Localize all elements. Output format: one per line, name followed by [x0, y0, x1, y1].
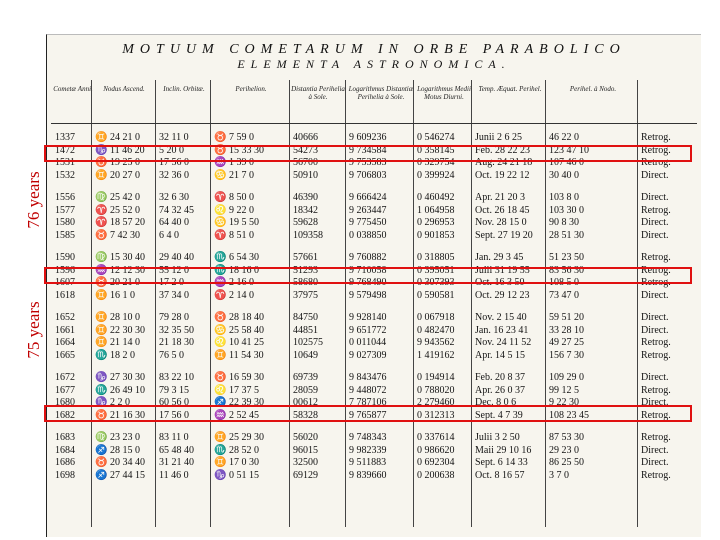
- cell-perihelion-from-node: 99 12 5: [549, 384, 579, 396]
- cell-time: Nov. 28 15 0: [475, 217, 527, 228]
- cell-log-motion: 0 358145: [417, 144, 455, 156]
- cell-direction: Retrog.: [641, 409, 671, 421]
- cell-inclination: 17 56 0: [159, 409, 189, 421]
- cell-distance: 58328: [293, 409, 318, 421]
- cell-log-distance: 9 753583: [349, 157, 387, 168]
- cell-log-distance: 9 706803: [349, 169, 387, 181]
- cell-direction: Retrog.: [641, 469, 671, 481]
- header-node: Nodus Ascend.: [103, 85, 145, 93]
- header-distance: Distantia Perihelia à Sole.: [291, 85, 345, 101]
- cell-perihelion-from-node: 49 27 25: [549, 337, 584, 348]
- cell-log-distance: 9 839660: [349, 469, 387, 481]
- cell-log-distance: 9 710058: [349, 264, 387, 276]
- cell-log-distance: 0 038850: [349, 229, 387, 241]
- cell-year: 1590: [55, 252, 75, 263]
- header-time: Temp. Æquat. Perihel.: [478, 85, 542, 93]
- cell-time: Oct. 8 16 57: [475, 469, 525, 481]
- cell-year: 1577: [55, 204, 75, 216]
- cell-distance: 56020: [293, 432, 318, 443]
- cell-inclination: 11 46 0: [159, 469, 189, 481]
- table-row: [51, 132, 697, 144]
- cell-perihelion-from-node: 86 25 50: [549, 457, 584, 468]
- cell-direction: Retrog.: [641, 252, 671, 263]
- cell-perihelion-from-node: 156 7 30: [549, 349, 584, 361]
- cell-perihelion: ♌ 17 37 5: [214, 384, 259, 396]
- cell-log-motion: 0 482470: [417, 324, 455, 336]
- cell-node: ♐ 28 15 0: [95, 444, 140, 456]
- table-row: [51, 205, 697, 217]
- cell-time: Maii 29 10 16: [475, 444, 532, 456]
- cell-time: Apr. 14 5 15: [475, 349, 525, 361]
- cell-year: 1532: [55, 169, 75, 181]
- cell-log-motion: 0 395051: [417, 264, 455, 276]
- cell-distance: 00612: [293, 397, 318, 408]
- cell-distance: 102575: [293, 337, 323, 348]
- cell-inclination: 17 56 0: [159, 157, 189, 168]
- cell-distance: 46390: [293, 192, 318, 203]
- cell-distance: 59628: [293, 217, 318, 228]
- cell-year: 1665: [55, 349, 75, 361]
- cell-perihelion-from-node: 51 23 50: [549, 252, 584, 263]
- cell-perihelion: ♌ 9 22 0: [214, 204, 254, 216]
- cell-perihelion-from-node: 46 22 0: [549, 132, 579, 143]
- cell-perihelion-from-node: 83 56 30: [549, 264, 584, 276]
- cell-distance: 58680: [293, 277, 318, 288]
- cell-time: Aug. 24 21 18: [475, 157, 533, 168]
- cell-log-distance: 9 609236: [349, 132, 387, 143]
- cell-inclination: 79 28 0: [159, 312, 189, 323]
- cell-log-distance: 9 734584: [349, 144, 387, 156]
- cell-log-distance: 9 768490: [349, 277, 387, 288]
- cell-perihelion: ♉ 15 33 30: [214, 144, 264, 156]
- highlight-box-1607: [44, 264, 692, 284]
- cell-inclination: 21 18 30: [159, 337, 194, 348]
- cell-direction: Retrog.: [641, 337, 671, 348]
- cell-perihelion-from-node: 123 47 10: [549, 144, 589, 156]
- table-row: [51, 385, 697, 397]
- cell-log-distance: 9 928140: [349, 312, 387, 323]
- cell-year: 1664: [55, 337, 75, 348]
- cell-distance: 18342: [293, 204, 318, 216]
- cell-log-motion: 0 296953: [417, 217, 455, 228]
- table-row: [51, 217, 697, 229]
- cell-node: ♊ 16 1 0: [95, 289, 135, 301]
- cell-log-motion: 0 590581: [417, 289, 455, 301]
- cell-log-distance: 7 787106: [349, 397, 387, 408]
- cell-year: 1531: [55, 157, 75, 168]
- cell-time: Nov. 24 11 52: [475, 337, 532, 348]
- cell-perihelion-from-node: 3 7 0: [549, 469, 569, 481]
- cell-node: ♊ 22 30 30: [95, 324, 145, 336]
- cell-node: ♒ 12 12 30: [95, 264, 145, 276]
- cell-year: 1472: [55, 144, 75, 156]
- cell-node: ♈ 18 57 20: [95, 217, 145, 228]
- cell-time: Junii 2 6 25: [475, 132, 522, 143]
- cell-log-distance: 9 775450: [349, 217, 387, 228]
- cell-node: ♉ 20 21 0: [95, 277, 140, 288]
- cell-inclination: 74 32 45: [159, 204, 194, 216]
- cell-year: 1596: [55, 264, 75, 276]
- cell-perihelion: ♉ 7 59 0: [214, 132, 254, 143]
- cell-perihelion-from-node: 30 40 0: [549, 169, 579, 181]
- cell-log-motion: 0 307393: [417, 277, 455, 288]
- cell-time: Feb. 20 8 37: [475, 372, 525, 383]
- cell-log-distance: 0 011044: [349, 337, 387, 348]
- cell-direction: Direct.: [641, 289, 669, 301]
- cell-direction: Retrog.: [641, 432, 671, 443]
- cell-time: Feb. 28 22 23: [475, 144, 530, 156]
- cell-time: Julii 31 19 55: [475, 264, 530, 276]
- cell-distance: 54273: [293, 144, 318, 156]
- table-row: [51, 470, 697, 482]
- cell-node: ♑ 2 2 0: [95, 397, 130, 408]
- cell-direction: Retrog.: [641, 277, 671, 288]
- cell-direction: Retrog.: [641, 157, 671, 168]
- highlight-box-1531: [44, 145, 692, 162]
- cell-direction: Retrog.: [641, 132, 671, 143]
- cell-year: 1683: [55, 432, 75, 443]
- cell-node: ♊ 24 21 0: [95, 132, 140, 143]
- cell-perihelion: ♌ 10 41 25: [214, 337, 264, 348]
- cell-perihelion: ♋ 19 5 50: [214, 217, 259, 228]
- cell-log-motion: 2 279460: [417, 397, 455, 408]
- cell-year: 1556: [55, 192, 75, 203]
- cell-perihelion: ♐ 22 39 30: [214, 397, 264, 408]
- cell-perihelion-from-node: 90 8 30: [549, 217, 579, 228]
- cell-log-distance: 9 666424: [349, 192, 387, 203]
- cell-log-distance: 9 651772: [349, 324, 387, 336]
- cell-node: ♊ 28 10 0: [95, 312, 140, 323]
- cell-log-distance: 9 027309: [349, 349, 387, 361]
- cell-perihelion-from-node: 73 47 0: [549, 289, 579, 301]
- cell-time: Apr. 21 20 3: [475, 192, 525, 203]
- cell-year: 1682: [55, 409, 75, 421]
- cell-distance: 32500: [293, 457, 318, 468]
- cell-log-distance: 9 760882: [349, 252, 387, 263]
- cell-direction: Direct.: [641, 397, 669, 408]
- cell-node: ♑ 11 46 20: [95, 144, 145, 156]
- table-row: [51, 337, 697, 349]
- cell-distance: 50910: [293, 169, 318, 181]
- cell-direction: Retrog.: [641, 384, 671, 396]
- cell-year: 1677: [55, 384, 75, 396]
- table-row: [51, 290, 697, 302]
- cell-perihelion: ♋ 25 58 40: [214, 324, 264, 336]
- cell-perihelion-from-node: 87 53 30: [549, 432, 584, 443]
- cell-node: ♏ 26 49 10: [95, 384, 145, 396]
- cell-perihelion-from-node: 28 51 30: [549, 229, 584, 241]
- cell-node: ♉ 19 25 0: [95, 157, 140, 168]
- cell-inclination: 83 22 10: [159, 372, 194, 383]
- cell-log-motion: 0 901853: [417, 229, 455, 241]
- cell-node: ♊ 20 27 0: [95, 169, 140, 181]
- highlight-box-1682: [44, 405, 692, 422]
- table-row: [51, 325, 697, 337]
- cell-distance: 28059: [293, 384, 318, 396]
- cell-direction: Direct.: [641, 169, 669, 181]
- cell-inclination: 32 6 30: [159, 192, 189, 203]
- cell-inclination: 76 5 0: [159, 349, 184, 361]
- cell-perihelion-from-node: 29 23 0: [549, 444, 579, 456]
- cell-log-motion: 1 419162: [417, 349, 455, 361]
- cell-direction: Retrog.: [641, 204, 671, 216]
- cell-log-distance: 9 982339: [349, 444, 387, 456]
- cell-perihelion: ♋ 21 7 0: [214, 169, 254, 181]
- cell-inclination: 55 12 0: [159, 264, 189, 276]
- cell-inclination: 83 11 0: [159, 432, 189, 443]
- cell-log-motion: 0 399924: [417, 169, 455, 181]
- cell-inclination: 37 34 0: [159, 289, 189, 301]
- table-row: [51, 252, 697, 264]
- cell-node: ♏ 18 2 0: [95, 349, 135, 361]
- cell-log-motion: 0 788020: [417, 384, 455, 396]
- cell-time: Nov. 2 15 40: [475, 312, 527, 323]
- cell-perihelion: ♊ 11 54 30: [214, 349, 264, 361]
- table-row: [51, 170, 697, 182]
- cell-log-motion: 1 064958: [417, 204, 455, 216]
- cell-perihelion: ♒ 2 52 45: [214, 409, 259, 421]
- header-inclination: Inclin. Orbitæ.: [163, 85, 205, 93]
- cell-direction: Direct.: [641, 444, 669, 456]
- cell-node: ♉ 21 16 30: [95, 409, 145, 421]
- cell-perihelion: ♒ 2 16 0: [214, 277, 254, 288]
- cell-perihelion-from-node: 108 5 0: [549, 277, 579, 288]
- cell-log-distance: 9 765877: [349, 409, 387, 421]
- cell-distance: 109358: [293, 229, 323, 241]
- cell-direction: Retrog.: [641, 349, 671, 361]
- cell-time: Sept. 27 19 20: [475, 229, 533, 241]
- page-subtitle: ELEMENTA ASTRONOMICA.: [237, 57, 511, 71]
- cell-perihelion-from-node: 108 23 45: [549, 409, 589, 421]
- header-perihelion: Perihelion.: [235, 85, 267, 93]
- cell-year: 1672: [55, 372, 75, 383]
- cell-perihelion: ♉ 28 18 40: [214, 312, 264, 323]
- cell-log-motion: 0 200638: [417, 469, 455, 481]
- cell-direction: Direct.: [641, 312, 669, 323]
- cell-perihelion-from-node: 9 22 30: [549, 397, 579, 408]
- cell-log-distance: 9 843476: [349, 372, 387, 383]
- cell-inclination: 64 40 0: [159, 217, 189, 228]
- cell-log-motion: 0 067918: [417, 312, 455, 323]
- cell-perihelion-from-node: 59 51 20: [549, 312, 584, 323]
- cell-year: 1607: [55, 277, 75, 288]
- cell-node: ♐ 27 44 15: [95, 469, 145, 481]
- cell-direction: Retrog.: [641, 144, 671, 156]
- table-row: [51, 350, 697, 362]
- cell-log-motion: 0 194914: [417, 372, 455, 383]
- side-label-76-years: 76 years: [24, 171, 43, 229]
- cell-time: Oct. 16 3 50: [475, 277, 525, 288]
- cell-perihelion: ♏ 6 54 30: [214, 252, 259, 263]
- cell-inclination: 79 3 15: [159, 384, 189, 396]
- cell-log-motion: 0 986620: [417, 444, 455, 456]
- cell-distance: 84750: [293, 312, 318, 323]
- cell-node: ♈ 25 52 0: [95, 204, 140, 216]
- header-log-distance: Logarithmus Distantiæ Perihelia à Sole.: [348, 85, 414, 101]
- cell-direction: Direct.: [641, 192, 669, 203]
- cell-perihelion: ♈ 8 50 0: [214, 192, 254, 203]
- cell-log-motion: 0 318805: [417, 252, 455, 263]
- cell-log-motion: 0 312313: [417, 409, 455, 421]
- cell-node: ♍ 23 23 0: [95, 432, 140, 443]
- page-title: MOTUUM COMETARUM IN ORBE PARABOLICO: [122, 42, 626, 57]
- cell-inclination: 60 56 0: [159, 397, 189, 408]
- cell-log-motion: 0 337614: [417, 432, 455, 443]
- cell-distance: 96015: [293, 444, 318, 456]
- cell-distance: 44851: [293, 324, 318, 336]
- cell-perihelion: ♒ 1 39 0: [214, 157, 254, 168]
- cell-node: ♑ 27 30 30: [95, 372, 145, 383]
- cell-log-motion: 0 329754: [417, 157, 455, 168]
- cell-perihelion: ♈ 2 14 0: [214, 289, 254, 301]
- cell-perihelion: ♈ 8 51 0: [214, 229, 254, 241]
- table-row: [51, 445, 697, 457]
- table-row: [51, 372, 697, 384]
- table-row: [51, 312, 697, 324]
- cell-inclination: 31 21 40: [159, 457, 194, 468]
- cell-node: ♍ 15 30 40: [95, 252, 145, 263]
- table-row: [51, 432, 697, 444]
- cell-inclination: 5 20 0: [159, 144, 184, 156]
- cell-year: 1680: [55, 397, 75, 408]
- cell-distance: 37975: [293, 289, 318, 301]
- cell-perihelion-from-node: 33 28 10: [549, 324, 584, 336]
- cell-year: 1684: [55, 444, 75, 456]
- cell-year: 1652: [55, 312, 75, 323]
- cell-distance: 69129: [293, 469, 318, 481]
- cell-log-distance: 9 511883: [349, 457, 387, 468]
- cell-year: 1618: [55, 289, 75, 301]
- cell-year: 1585: [55, 229, 75, 241]
- cell-time: Oct. 29 12 23: [475, 289, 530, 301]
- cell-time: Julii 3 2 50: [475, 432, 520, 443]
- cell-inclination: 29 40 40: [159, 252, 194, 263]
- cell-perihelion-from-node: 107 46 0: [549, 157, 584, 168]
- cell-perihelion-from-node: 103 8 0: [549, 192, 579, 203]
- cell-direction: Direct.: [641, 324, 669, 336]
- header-log-motion: Logarithmus Medii Motus Diurni.: [417, 85, 471, 101]
- table-row: [51, 457, 697, 469]
- cell-time: Jan. 16 23 41: [475, 324, 529, 336]
- cell-log-distance: 9 579498: [349, 289, 387, 301]
- cell-direction: Direct.: [641, 217, 669, 228]
- cell-year: 1580: [55, 217, 75, 228]
- cell-direction: Direct.: [641, 372, 669, 383]
- cell-node: ♉ 7 42 30: [95, 229, 140, 241]
- cell-log-distance: 9 263447: [349, 204, 387, 216]
- cell-time: Sept. 6 14 33: [475, 457, 528, 468]
- cell-perihelion: ♏ 28 52 0: [214, 444, 259, 456]
- cell-direction: Direct.: [641, 457, 669, 468]
- cell-perihelion-from-node: 109 29 0: [549, 372, 584, 383]
- header-year: Cometæ Anni.: [53, 85, 93, 93]
- cell-time: Apr. 26 0 37: [475, 384, 525, 396]
- cell-inclination: 32 35 50: [159, 324, 194, 336]
- cell-log-distance: 9 448072: [349, 384, 387, 396]
- cell-direction: Retrog.: [641, 264, 671, 276]
- cell-direction: Direct.: [641, 229, 669, 241]
- cell-node: ♍ 25 42 0: [95, 192, 140, 203]
- cell-log-distance: 9 748343: [349, 432, 387, 443]
- cell-distance: 10649: [293, 349, 318, 361]
- cell-inclination: 32 11 0: [159, 132, 189, 143]
- cell-year: 1337: [55, 132, 75, 143]
- cell-log-motion: 0 692304: [417, 457, 455, 468]
- cell-perihelion-from-node: 103 30 0: [549, 204, 584, 216]
- cell-log-motion: 0 546274: [417, 132, 455, 143]
- cell-distance: 57661: [293, 252, 318, 263]
- cell-distance: 51293: [293, 264, 318, 276]
- cell-inclination: 17 2 0: [159, 277, 184, 288]
- header-rule: [51, 123, 697, 124]
- cell-perihelion: ♊ 17 0 30: [214, 457, 259, 468]
- cell-inclination: 6 4 0: [159, 229, 179, 241]
- cell-distance: 56700: [293, 157, 318, 168]
- cell-log-motion: 9 943562: [417, 337, 455, 348]
- cell-year: 1661: [55, 324, 75, 336]
- cell-inclination: 65 48 40: [159, 444, 194, 456]
- table-row: [51, 192, 697, 204]
- cell-node: ♊ 21 14 0: [95, 337, 140, 348]
- cell-time: Oct. 26 18 45: [475, 204, 530, 216]
- cell-node: ♉ 20 34 40: [95, 457, 145, 468]
- cell-perihelion: ♏ 18 16 0: [214, 264, 259, 276]
- cell-distance: 40666: [293, 132, 318, 143]
- cell-time: Dec. 8 0 6: [475, 397, 517, 408]
- cell-distance: 69739: [293, 372, 318, 383]
- header-perihelion-from-node: Perihel. à Nodo.: [569, 85, 617, 93]
- table-row: [51, 230, 697, 242]
- cell-inclination: 32 36 0: [159, 169, 189, 181]
- side-label-75-years: 75 years: [24, 301, 43, 359]
- cell-perihelion: ♑ 0 51 15: [214, 469, 259, 481]
- cell-year: 1698: [55, 469, 75, 481]
- cell-perihelion: ♊ 25 29 30: [214, 432, 264, 443]
- document-page: [46, 34, 701, 537]
- cell-year: 1686: [55, 457, 75, 468]
- cell-log-motion: 0 460492: [417, 192, 455, 203]
- cell-time: Jan. 29 3 45: [475, 252, 524, 263]
- cell-perihelion: ♉ 16 59 30: [214, 372, 264, 383]
- cell-time: Sept. 4 7 39: [475, 409, 523, 421]
- cell-time: Oct. 19 22 12: [475, 169, 530, 181]
